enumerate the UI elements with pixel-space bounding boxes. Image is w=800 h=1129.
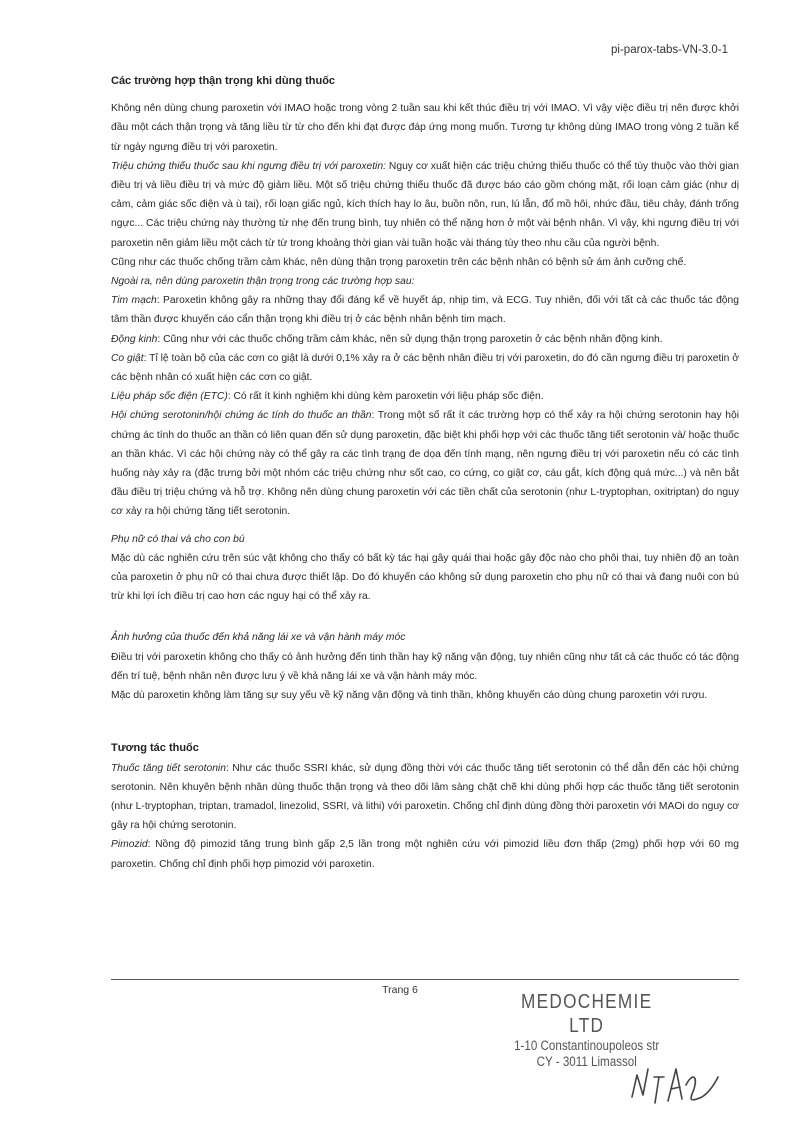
seizure-text: : Tỉ lệ toàn bộ của các cơn co giật là dưới 0,1% xảy ra ở các bệnh nhân điều trị với paroxetin, do đó cần ngưng điều trị paroxetin ở các bệnh nhân có xuất hiện các cơn co giật. <box>111 352 739 384</box>
epilepsy-label: Động kinh <box>111 333 158 345</box>
stamp-address-line-2: CY - 3011 Limassol <box>536 1054 637 1069</box>
ect-text: : Có rất ít kinh nghiệm khi dùng kèm paroxetin với liệu pháp sốc điện. <box>227 391 544 403</box>
pimozide-paragraph <box>111 835 739 873</box>
serotonin-syndrome-paragraph <box>111 406 739 521</box>
seizure-paragraph <box>111 349 739 387</box>
epilepsy-text: : Cũng như với các thuốc chống trầm cảm khác, nên sử dụng thận trọng paroxetin ở các bệnh nhân động kinh. <box>157 333 663 345</box>
driving-heading: Ảnh hưởng của thuốc đến khả năng lái xe và vận hành máy móc <box>111 632 406 644</box>
document-body <box>111 72 739 874</box>
pimozide-label: Pimozid <box>111 839 148 851</box>
footer-divider <box>111 979 739 980</box>
pimozide-text: : Nồng độ pimozid tăng trung bình gấp 2,5 lần trong một nghiên cứu với pimozid liều đơn thấp (2mg) phối hợp với 60 mg paroxetin. Chống chỉ định phối hợp pimozid với paroxetin. <box>111 839 739 870</box>
ect-label: Liệu pháp sốc điện (ETC) <box>111 391 228 403</box>
serotonergic-text: : Như các thuốc SSRI khác, sử dụng đồng thời với các thuốc tăng tiết serotonin có thể dẫn đến các hội chứng serotonin. Nên khuyên bệnh nhân dùng thuốc thận trọng và theo dõi lâm sàng chặt chẽ khi dùng phối hợp các thuốc tăng tiết serotonin (như L-tryptophan, triptan, tramadol, linezolid, SSRI, và lithi) với paroxetin. Chống chỉ định dùng đồng thời paroxetin với MAOi do nguy cơ gây ra hội chứng serotonin. <box>111 762 740 832</box>
serotonin-syndrome-text: : Trong một số rất ít các trường hợp có thể xảy ra hội chứng serotonin hay hội chứng ác tính do thuốc an thần có liên quan đến sử dụng paroxetin, đặc biệt khi phối hợp với các thuốc tăng tiết serotonin và/ hoặc thuốc an thần khác. Vì các hội chứng này có thể gây ra các tình trạng đe dọa đến tính mạng, nên ngưng điều trị với paroxetin nếu có các tình huống này xảy ra (đặc trưng bởi một nhóm các triệu chứng như sốt cao, co cứng, co giật cơ, cáu gắt, kích động quá mức...) và nên bắt đầu điều trị triệu chứng và hỗ trợ. Không nên dùng chung paroxetin với các tiền chất của serotonin (như L-tryptophan, oxitriptan) do nguy cơ xảy ra hội chứng tăng tiết serotonin. <box>111 410 739 518</box>
serotonergic-label: Thuốc tăng tiết serotonin <box>111 762 226 774</box>
epilepsy-paragraph <box>111 330 739 349</box>
stamp-address-line-1: 1-10 Constantinoupoleos str <box>514 1038 660 1053</box>
ocd-paragraph: Cũng như các thuốc chống trầm cảm khác, nên dùng thận trọng paroxetin trên các bệnh nhân có bệnh sử ám ảnh cưỡng chế. <box>111 256 687 268</box>
handwritten-signature <box>628 1055 723 1115</box>
seizure-label: Co giật <box>111 352 144 364</box>
cardio-paragraph <box>111 291 739 329</box>
interactions-heading: Tương tác thuốc <box>111 742 199 755</box>
withdrawal-label: Triệu chứng thiếu thuốc sau khi ngưng điều trị với paroxetin: <box>111 160 386 172</box>
withdrawal-text: Nguy cơ xuất hiện các triệu chứng thiếu thuốc có thể tùy thuộc vào thời gian điều trị và liều điều trị và mức độ giảm liều. Một số triệu chứng thiếu thuốc đã được báo cáo gồm chóng mặt, rối loạn cảm giác (như dị cảm, cảm giác sốc điện và ù tai), rối loạn giấc ngủ, kích thích hay lo âu, buồn nôn, run, lú lẫn, đổ mồ hôi, nhức đầu, tiêu chảy, đánh trống ngực... Các triệu chứng này thường từ nhẹ đến trung bình, tuy nhiên có thể nặng hơn ở một vài bệnh nhân. Vì vậy, khi ngưng điều trị với paroxetin nên giảm liều một cách từ từ trong khoảng thời gian vài tuần hoặc vài tháng tùy theo nhu cầu của người bệnh. <box>111 160 739 249</box>
precautions-heading: Các trường hợp thận trọng khi dùng thuốc <box>111 75 336 87</box>
serotonergic-paragraph <box>111 759 739 836</box>
pregnancy-heading: Phụ nữ có thai và cho con bú <box>111 533 245 545</box>
stamp-company-name: MEDOCHEMIE LTD <box>520 991 653 1037</box>
driving-paragraph-2: Mặc dù paroxetin không làm tăng sự suy yếu về kỹ năng vận động và tinh thần, không khuyến cáo dùng chung paroxetin với rượu. <box>111 690 708 702</box>
pregnancy-paragraph: Mặc dù các nghiên cứu trên súc vật không cho thấy có bất kỳ tác hại gây quái thai hoặc gây độc nào cho phôi thai, tuy nhiên độ an toàn của paroxetin ở phụ nữ có thai chưa được thiết lập. Do đó khuyến cáo không sử dụng paroxetin cho phụ nữ có thai và đang nuôi con bú trừ khi lợi ích điều trị cao hơn các nguy hại có thể xảy ra. <box>111 552 739 603</box>
imao-paragraph: Không nên dùng chung paroxetin với IMAO hoặc trong vòng 2 tuần sau khi kết thúc điều trị với IMAO. Vì vậy việc điều trị nên được khởi đầu một cách thận trọng và tăng liều từ từ cho đến khi đạt được đáp ứng mong muốn. Tương tự không dùng IMAO trong vòng 2 tuần kể từ ngày ngưng điều trị với paroxetin. <box>111 103 739 153</box>
ect-paragraph <box>111 387 739 406</box>
serotonin-syndrome-label: Hội chứng serotonin/hội chứng ác tính do thuốc an thần <box>111 410 372 422</box>
other-cases-intro: Ngoài ra, nên dùng paroxetin thận trọng trong các trường hợp sau: <box>111 276 415 288</box>
cardio-label: Tim mạch <box>111 295 157 307</box>
cardio-text: : Paroxetin không gây ra những thay đổi đáng kể về huyết áp, nhịp tim, và ECG. Tuy nhiên, đối với tất cả các thuốc tác động tâm thần được khuyến cáo cẩn thận trọng khi điều trị ở các bệnh nhân bệnh tim mạch. <box>111 295 739 326</box>
document-code: pi-parox-tabs-VN-3.0-1 <box>611 44 728 56</box>
driving-paragraph-1: Điều trị với paroxetin không cho thấy có ảnh hưởng đến tinh thần hay kỹ năng vận động, tuy nhiên cũng như tất cả các thuốc có tác động đến trí tuệ, bệnh nhân nên được lưu ý về khả năng lái xe và vận hành máy móc. <box>111 651 739 682</box>
page-number: Trang 6 <box>382 984 418 996</box>
withdrawal-paragraph <box>111 157 739 253</box>
